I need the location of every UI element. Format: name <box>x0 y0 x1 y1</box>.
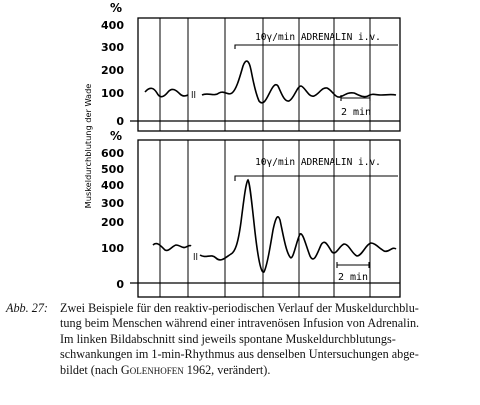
top-tick-0: 0 <box>116 115 124 128</box>
caption-text-5b: 1962, verändert). <box>183 362 271 377</box>
caption-line-5 <box>6 363 476 378</box>
caption-label: Abb. 27: <box>6 301 48 315</box>
caption-author: Golenhofen <box>120 362 184 377</box>
bottom-tick-300: 300 <box>101 197 124 210</box>
caption-text-1: Zwei Beispiele für den reaktiv-periodischen Verlauf der Muskeldurchblu- <box>60 301 419 315</box>
caption-text-4: schwankungen im 1-min-Rhythmus aus denselben Untersuchungen abge- <box>60 347 419 362</box>
top-spontaneous-trace <box>145 88 188 96</box>
top-panel-unit: % <box>109 1 123 15</box>
top-tick-300: 300 <box>101 41 124 54</box>
bottom-tick-600: 600 <box>101 147 124 160</box>
figure-caption <box>6 301 476 378</box>
top-break-mark: ll <box>191 91 197 101</box>
y-axis-label: Muskeldurchblutung der Wade <box>83 83 93 209</box>
caption-line-3 <box>6 332 476 347</box>
top-tick-400: 400 <box>101 19 124 32</box>
bottom-spontaneous-trace <box>153 244 191 251</box>
bottom-adrenalin-trace <box>200 180 396 272</box>
bottom-tick-100: 100 <box>101 242 124 255</box>
caption-text-3: Im linken Bildabschnitt sind jeweils spontane Muskeldurchblutungs- <box>60 331 396 346</box>
bottom-break-mark: ll <box>193 253 199 263</box>
top-infusion-label: 10γ/min ADRENALIN i.v. <box>255 32 381 43</box>
top-panel <box>101 1 400 131</box>
bottom-tick-500: 500 <box>101 163 124 176</box>
bottom-scale-label: 2 min <box>337 272 369 283</box>
top-tick-100: 100 <box>101 87 124 100</box>
bottom-tick-400: 400 <box>101 179 124 192</box>
bottom-tick-0: 0 <box>116 278 124 291</box>
bottom-scale-bar <box>337 262 369 268</box>
top-tick-200: 200 <box>101 64 124 77</box>
caption-text-2: tung beim Menschen während einer intravenösen Infusion von Adrenalin. <box>60 316 420 331</box>
top-infusion-bracket <box>235 45 398 49</box>
bottom-infusion-label: 10γ/min ADRENALIN i.v. <box>255 157 381 168</box>
caption-line-1 <box>6 301 476 316</box>
top-scale-label: 2 min <box>340 107 372 118</box>
caption-text-5a: bildet (nach <box>60 362 121 377</box>
bottom-panel <box>101 129 400 297</box>
bottom-panel-unit: % <box>109 129 123 143</box>
bottom-infusion-bracket <box>235 176 398 181</box>
caption-line-2 <box>6 316 476 331</box>
bottom-tick-200: 200 <box>101 216 124 229</box>
caption-line-4 <box>6 347 476 362</box>
